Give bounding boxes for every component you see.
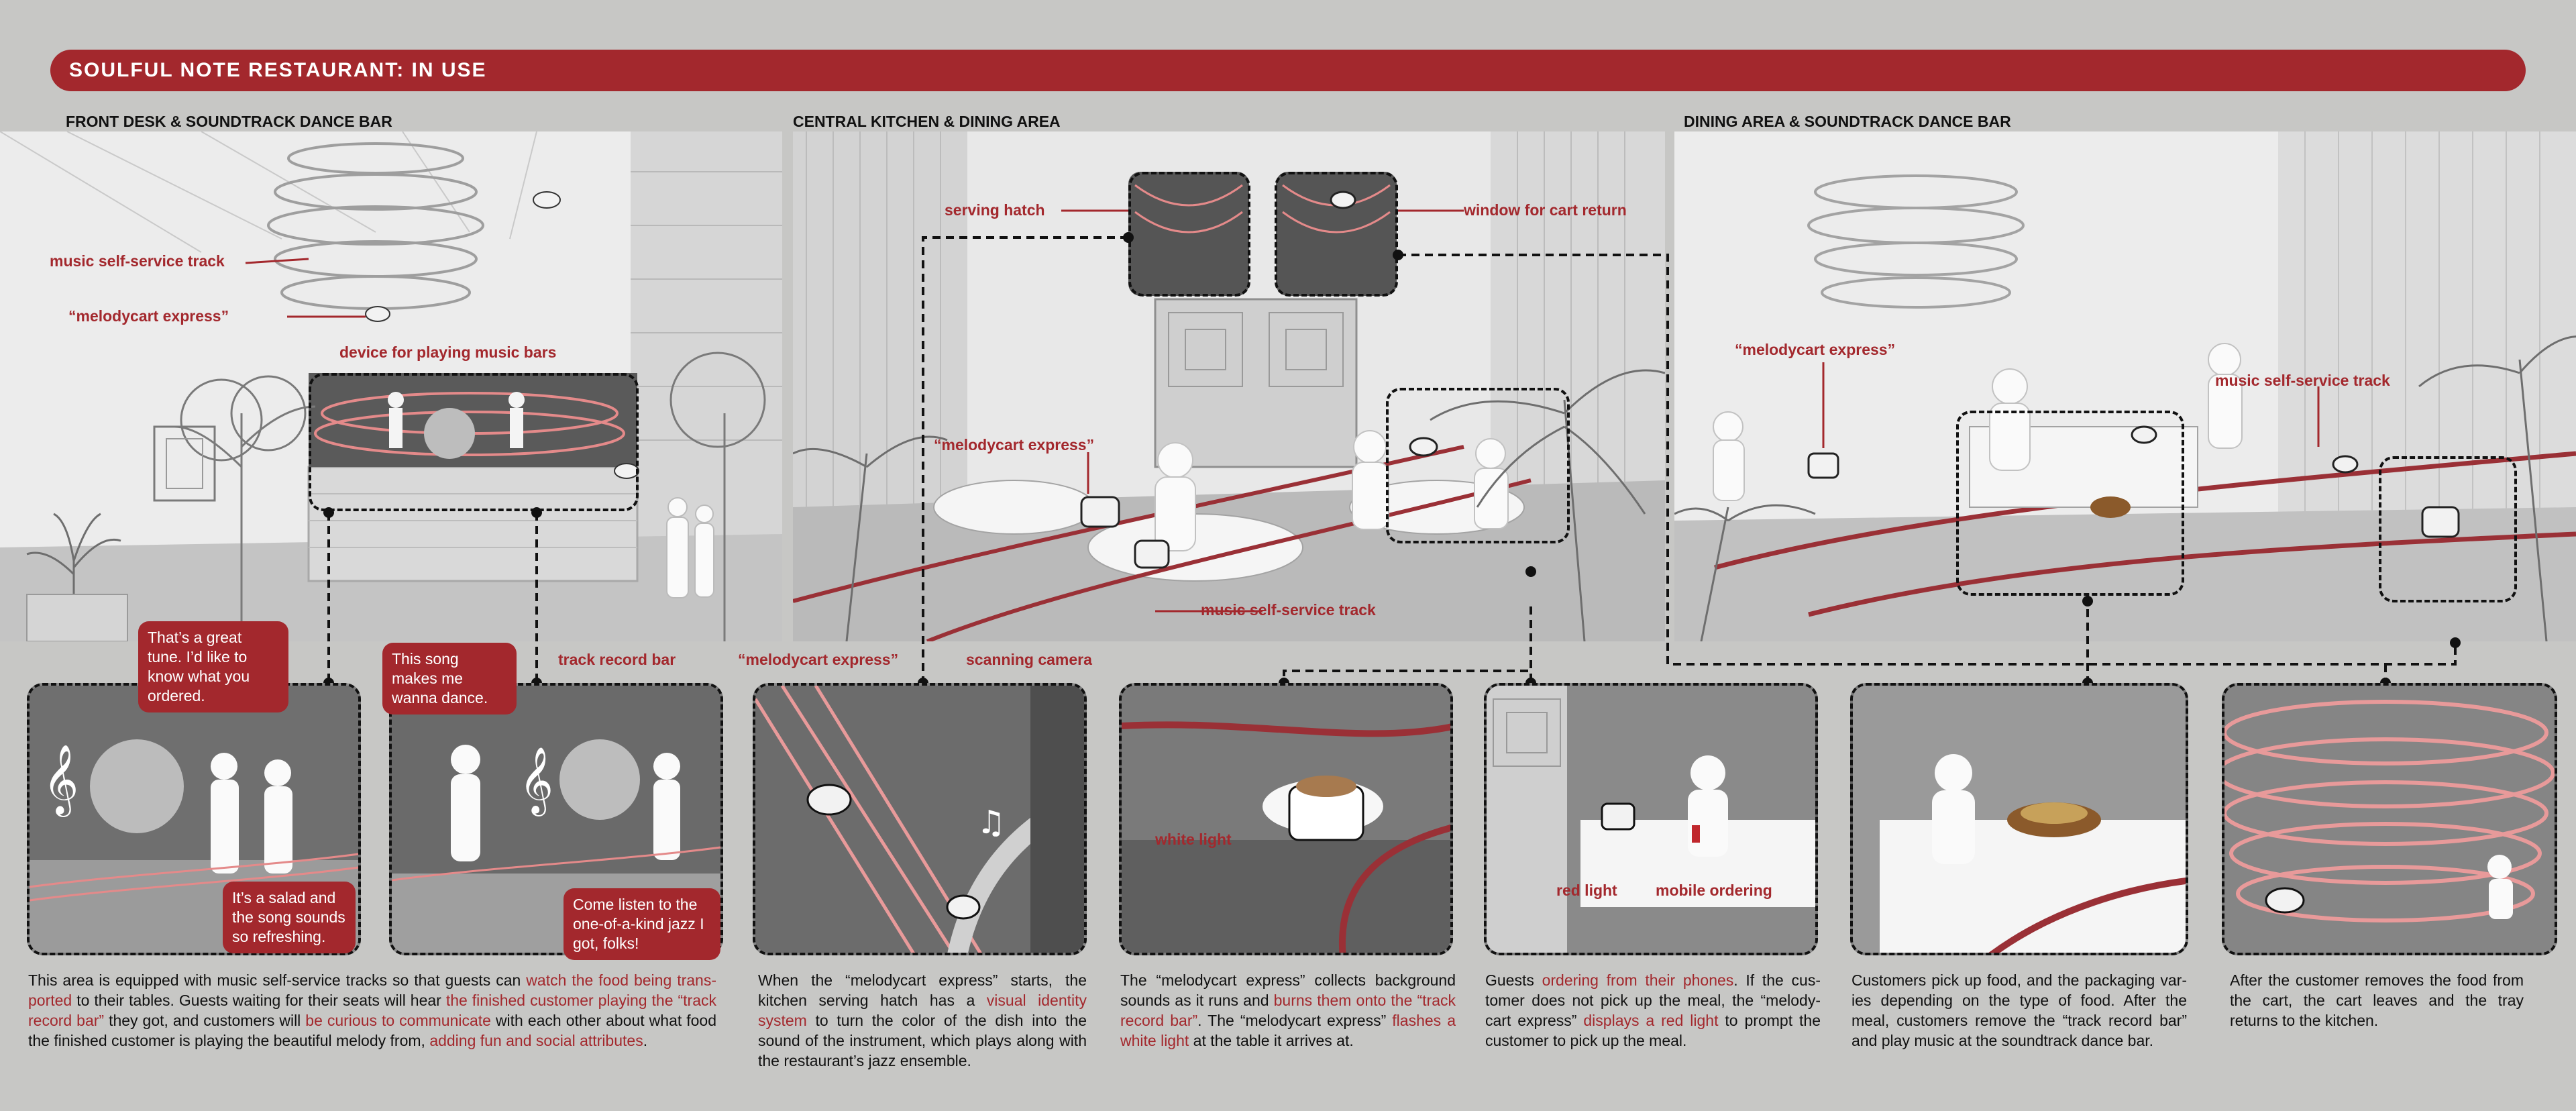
focus-frame-table	[1386, 388, 1570, 543]
caption-2	[758, 970, 1087, 1071]
vignette-tray-return-illustration	[2224, 686, 2557, 955]
section-title-front-desk: FRONT DESK & SOUNDTRACK DANCE BAR	[66, 113, 392, 130]
callout-track-record-bar: track record bar	[558, 651, 676, 668]
caption-text: at the table it arrives at.	[1189, 1032, 1354, 1049]
focus-frame-table	[1956, 411, 2184, 596]
section-title-central-kitchen: CENTRAL KITCHEN & DINING AREA	[793, 113, 1061, 130]
caption-text: . If the cus-tomer does not pick up the meal, the “melody-cart express”	[1485, 971, 1821, 1029]
caption-text: After the customer removes the food from the cart, the cart leaves and the tray returns to the kitchen.	[2230, 971, 2524, 1029]
vignette-scanning-camera	[753, 683, 1087, 955]
section-title-dining-area: DINING AREA & SOUNDTRACK DANCE BAR	[1684, 113, 2011, 130]
callout-music-track: music self-service track	[50, 252, 225, 270]
vignette-mobile-ordering-illustration	[1487, 686, 1818, 955]
treble-clef-icon: 𝄞	[43, 744, 79, 814]
vignette-scanning-camera-illustration	[755, 686, 1087, 955]
callout-melodycart: “melodycart express”	[1735, 341, 1896, 358]
callout-music-track: music self-service track	[1201, 601, 1376, 619]
focus-frame-cart	[2379, 456, 2517, 602]
speech-bubble: That’s a great tune. I’d like to know what you ordered.	[138, 621, 288, 712]
caption-text: . The “melodycart express”	[1197, 1012, 1393, 1029]
vignette-white-light-illustration	[1122, 686, 1453, 955]
callout-melodycart: “melodycart express”	[738, 651, 899, 668]
caption-5	[1851, 970, 2187, 1051]
callout-red-light: red light	[1556, 882, 1617, 899]
callout-music-track: music self-service track	[2215, 372, 2390, 389]
scene-dining-area	[1674, 131, 2576, 641]
caption-text: they got, and customers will	[104, 1012, 306, 1029]
vignette-food-pickup-illustration	[1853, 686, 2188, 955]
music-note-icon: ♫	[977, 804, 1006, 841]
focus-frame-serving-hatch	[1128, 172, 1250, 297]
caption-highlight: the finished customer playing the “track record bar”	[28, 992, 716, 1029]
speech-bubble: It’s a salad and the song sounds so refreshing.	[223, 882, 356, 953]
caption-highlight: displays a red light	[1583, 1012, 1719, 1029]
caption-highlight: watch the food being trans-ported	[28, 971, 716, 1009]
callout-scanning-camera: scanning camera	[966, 651, 1092, 668]
callout-cart-return-window: window for cart return	[1464, 201, 1627, 219]
caption-text: to their tables. Guests waiting for their seats will hear	[72, 992, 446, 1009]
callout-white-light: white light	[1155, 831, 1232, 848]
callout-serving-hatch: serving hatch	[945, 201, 1045, 219]
caption-text: to prompt the customer to pick up the meal.	[1485, 1012, 1821, 1049]
vignette-food-pickup	[1850, 683, 2188, 955]
caption-text: Guests	[1485, 971, 1542, 989]
vignette-tray-return	[2222, 683, 2557, 955]
caption-3	[1120, 970, 1456, 1051]
callout-melodycart: “melodycart express”	[68, 307, 229, 325]
caption-text: .	[643, 1032, 648, 1049]
caption-text: This area is equipped with music self-service tracks so that guests can	[28, 971, 527, 989]
caption-highlight: be curious to communicate	[305, 1012, 491, 1029]
callout-melodycart: “melodycart express”	[934, 436, 1095, 454]
caption-text: The “melodycart express” collects background sounds as it runs and	[1120, 971, 1456, 1009]
caption-text: to turn the color of the dish into the sound of the instrument, which plays along with the restaurant’s jazz ensemble.	[758, 1012, 1087, 1069]
caption-highlight: adding fun and social attributes	[429, 1032, 643, 1049]
speech-bubble: This song makes me wanna dance.	[382, 643, 517, 715]
callout-music-bar-device: device for playing music bars	[339, 343, 557, 361]
focus-frame-bar	[309, 373, 639, 511]
speech-bubble: Come listen to the one-of-a-kind jazz I got, folks!	[564, 888, 720, 960]
callout-mobile-ordering: mobile ordering	[1656, 882, 1772, 899]
caption-highlight: flashes a white light	[1120, 1012, 1456, 1049]
page-title: SOULFUL NOTE RESTAURANT: IN USE	[69, 59, 487, 81]
page-title-banner	[50, 50, 2526, 91]
caption-1	[28, 970, 716, 1051]
caption-highlight: visual identity system	[758, 992, 1087, 1029]
focus-frame-return-window	[1275, 172, 1398, 297]
caption-text: When the “melodycart express” starts, the kitchen serving hatch has a	[758, 971, 1087, 1009]
caption-6	[2230, 970, 2524, 1030]
scene-central-kitchen	[793, 131, 1665, 641]
caption-highlight: ordering from their phones	[1542, 971, 1734, 989]
scene-front-desk	[0, 131, 782, 641]
vignette-white-light	[1119, 683, 1453, 955]
caption-text: Customers pick up food, and the packaging var-ies depending on the type of food. After the meal, customers remove the “track record bar” and play music at the soundtrack dance bar.	[1851, 971, 2187, 1049]
caption-highlight: burns them onto the “track record bar”	[1120, 992, 1456, 1029]
treble-clef-icon: 𝄞	[519, 747, 553, 814]
vignette-mobile-ordering	[1484, 683, 1818, 955]
caption-4	[1485, 970, 1821, 1051]
caption-text: with each other about what food the finished customer is playing the beautiful melody from,	[28, 1012, 717, 1049]
